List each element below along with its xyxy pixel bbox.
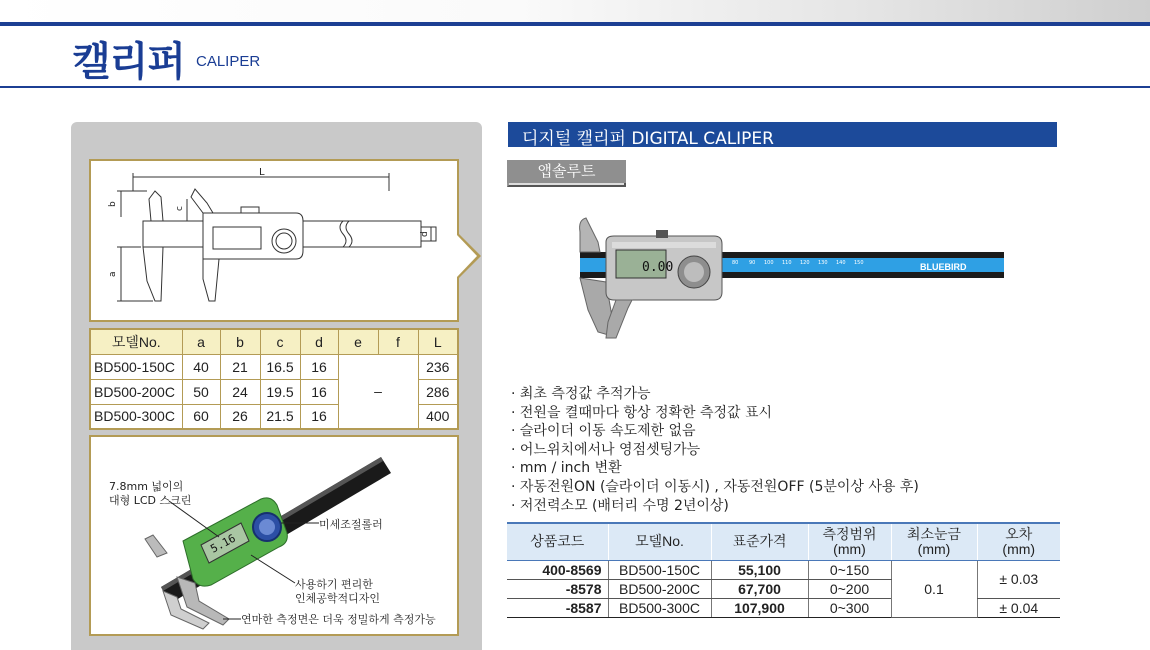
cell-model: BD500-150C [608,560,711,579]
feature-list [511,385,919,515]
list-item: · 슬라이더 이동 속도제한 없음 [511,423,696,440]
col-header-code: 상품코드 [507,523,608,560]
cell-price: 67,700 [711,579,808,598]
top-accent-line [0,22,1150,26]
dim-label-a: a [108,271,118,277]
cell-range: 0~150 [808,560,891,579]
cell-d: 16 [300,404,338,429]
callout-lcd: 7.8mm 넓이의 대형 LCD 스크린 [109,480,192,507]
section-title: 디지털 캘리퍼 DIGITAL CALIPER [522,129,774,149]
dim-label-d: d [420,231,430,237]
callout-roller: 미세조절롤러 [319,518,383,531]
cell-error: ± 0.03 [977,560,1060,598]
table-row [90,354,458,379]
cell-d: 16 [300,379,338,404]
cell-ef-merged: – [338,354,418,429]
caliper-line-drawing [91,161,457,320]
list-item: · 자동전원ON (슬라이더 이동시) , 자동전원OFF (5분이상 사용 후) [511,478,919,495]
diagram-pointer-fill [457,235,477,277]
cell-model: BD500-200C [608,579,711,598]
col-header-price: 표준가격 [711,523,808,560]
caliper-feature-photo [89,435,459,636]
spec-table [507,522,1060,618]
col-header-b: b [220,329,260,354]
cell-c: 19.5 [260,379,300,404]
dimension-table-header [90,329,458,354]
cell-b: 26 [220,404,260,429]
page-subtitle: CALIPER [196,53,261,70]
caliper-angled-illustration [91,437,457,634]
col-header-resolution: 최소눈금 (mm) [891,523,977,560]
cell-b: 24 [220,379,260,404]
scale-tick-label: 150 [854,260,864,266]
cell-a: 40 [182,354,220,379]
cell-model: BD500-200C [90,379,182,404]
cell-a: 50 [182,379,220,404]
bluebird-logo: BLUEBIRD [920,262,967,272]
callout-jaw: 연마한 측정면은 더욱 정밀하게 측정가능 [241,613,436,626]
cell-L: 286 [418,379,458,404]
cell-code: 400-8569 [507,560,608,579]
scale-tick-label: 110 [782,260,792,266]
col-header-f: f [378,329,418,354]
lcd-reading: 5.16 [208,531,238,556]
callout-ergonomic: 사용하기 편리한 인체공학적디자인 [295,578,381,605]
col-header-L: L [418,329,458,354]
digital-caliper-product-image [576,212,1008,344]
cell-range: 0~300 [808,598,891,617]
brand-label: 앱솔루트 [507,160,626,183]
title-divider [0,86,1150,88]
cell-a: 60 [182,404,220,429]
dim-label-b: b [108,201,118,207]
cell-price: 55,100 [711,560,808,579]
col-header-c: c [260,329,300,354]
scale-tick-label: 80 [732,260,739,266]
dim-label-c: c [175,206,185,211]
list-item: · 저전력소모 (배터리 수명 2년이상) [511,497,729,514]
scale-tick-label: 100 [764,260,774,266]
col-header-model: 모델No. [90,329,182,354]
page-title: 캘리퍼 [72,39,185,85]
col-header-e: e [338,329,378,354]
list-item: · mm / inch 변환 [511,460,622,477]
cell-b: 21 [220,354,260,379]
cell-c: 21.5 [260,404,300,429]
col-header-model: 모델No. [608,523,711,560]
scale-tick-label: 140 [836,260,846,266]
cell-L: 236 [418,354,458,379]
scale-tick-label: 90 [749,260,756,266]
cell-resolution: 0.1 [891,560,977,617]
cell-d: 16 [300,354,338,379]
col-header-d: d [300,329,338,354]
list-item: · 어느위치에서나 영점셋팅가능 [511,441,701,458]
scale-tick-label: 120 [800,260,810,266]
cell-L: 400 [418,404,458,429]
col-header-a: a [182,329,220,354]
col-header-range: 측정범위 (mm) [808,523,891,560]
caliper-dimension-diagram [89,159,459,322]
list-item: · 최초 측정값 추적가능 [511,386,651,402]
cell-price: 107,900 [711,598,808,617]
dimension-table [89,328,459,430]
table-row [507,560,1060,579]
cell-code: -8578 [507,579,608,598]
beam-scale [714,260,864,266]
cell-model: BD500-300C [90,404,182,429]
lcd-display-value: 0.00 [642,260,674,275]
cell-code: -8587 [507,598,608,617]
spec-table-header [507,523,1060,560]
cell-c: 16.5 [260,354,300,379]
cell-model: BD500-150C [90,354,182,379]
list-item: · 전원을 켤때마다 항상 정확한 측정값 표시 [511,404,773,421]
cell-range: 0~200 [808,579,891,598]
cell-error: ± 0.04 [977,598,1060,617]
col-header-error: 오차 (mm) [977,523,1060,560]
dim-label-L: L [259,167,265,178]
cell-model: BD500-300C [608,598,711,617]
scale-tick-label: 130 [818,260,828,266]
table-row [507,598,1060,617]
